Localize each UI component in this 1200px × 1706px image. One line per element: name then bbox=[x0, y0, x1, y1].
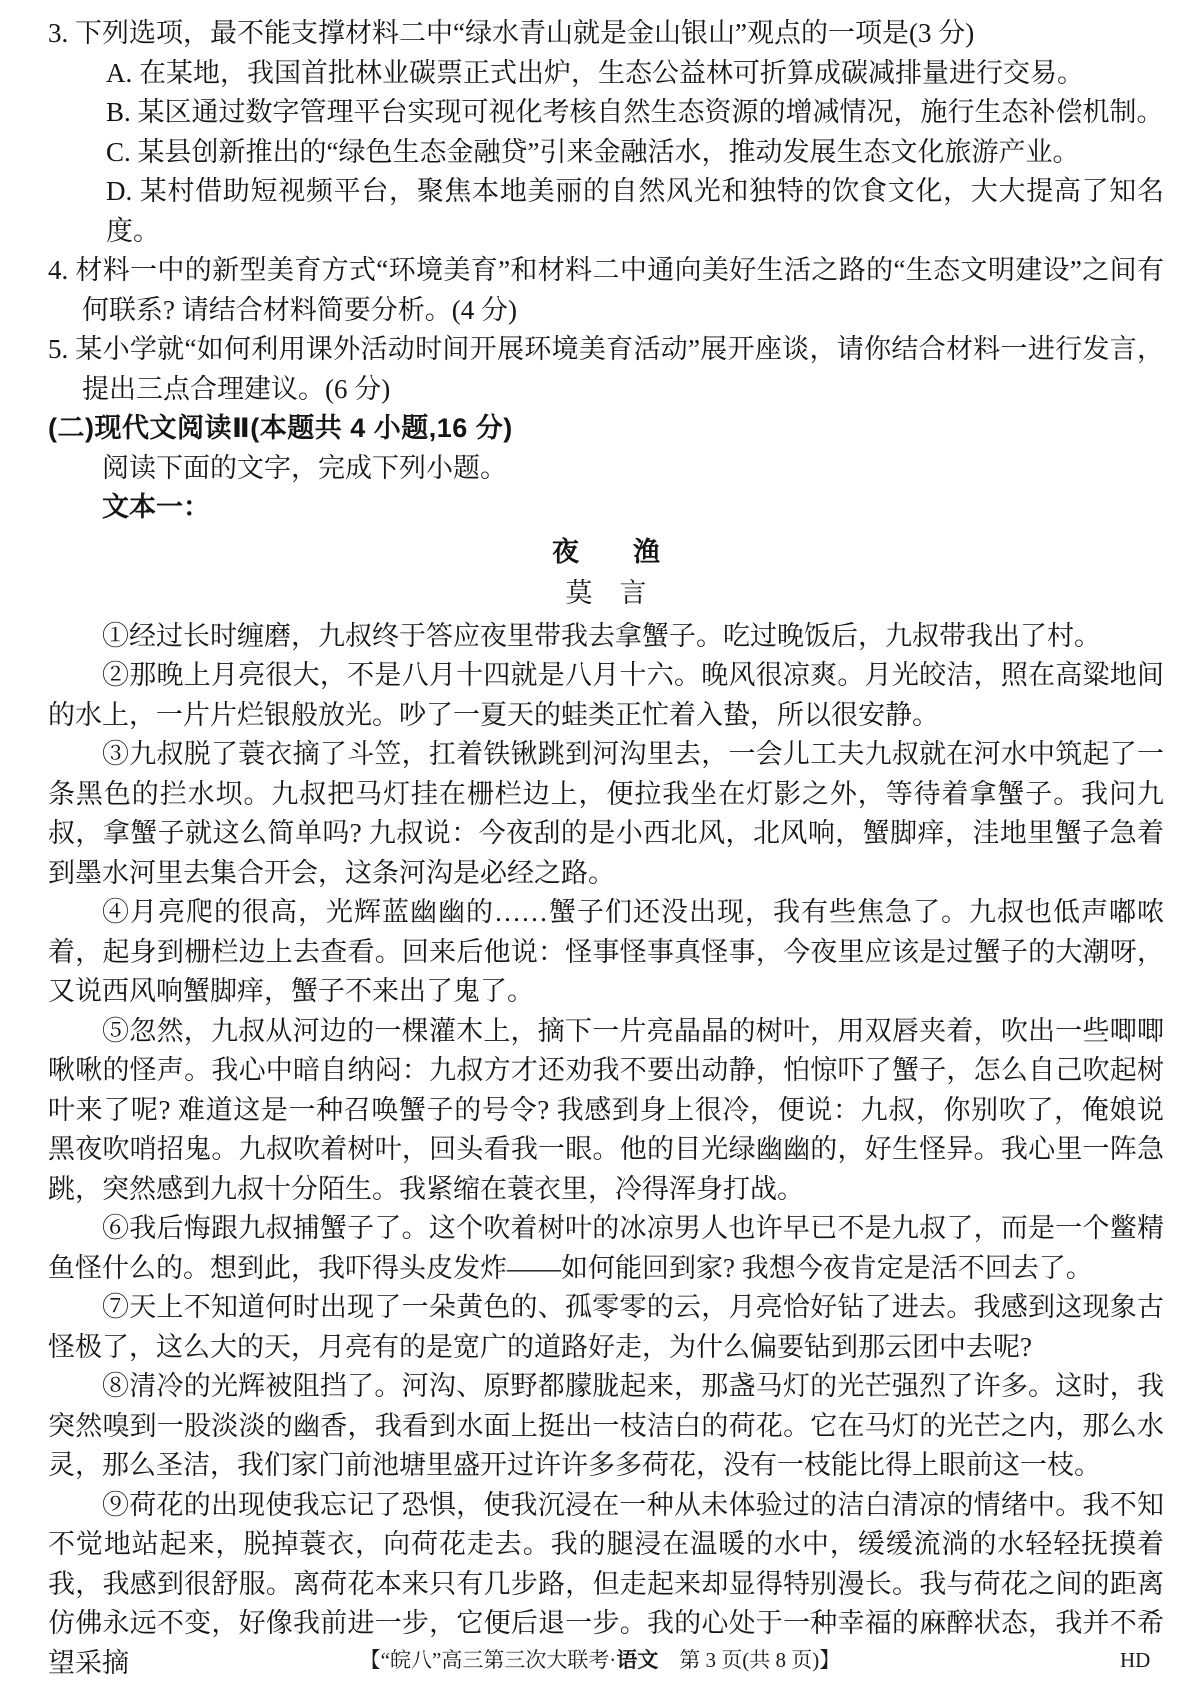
footer-subject: 语文 bbox=[616, 1649, 659, 1672]
option-b-text: 某区通过数字管理平台实现可视化考核自然生态资源的增减情况，施行生态补偿机制。 bbox=[137, 97, 1164, 127]
passage-paragraph-7: ⑦天上不知道何时出现了一朵黄色的、孤零零的云，月亮恰好钻了进去。我感到这现象古怪极了，这么大的天，月亮有的是宽广的道路好走，为什么偏要钻到那云团中去呢? bbox=[48, 1292, 1164, 1362]
passage-paragraph-5: ⑤忽然，九叔从河边的一棵灌木上，摘下一片亮晶晶的树叶，用双唇夹着，吹出一些唧唧啾啾的怪声。我心中暗自纳闷：九叔方才还劝我不要出动静，怕惊吓了蟹子，怎么自己吹起树叶来了呢? 难道这是一种召唤蟹子的号令? 我感到身上很冷，便说：九叔，你别吹了，俺娘说黑夜吹哨招鬼。九叔吹着树叶，回头看我一眼。他的目光绿幽幽的，好生怪异。我心里一阵急跳，突然感到九叔十分陌生。我紧缩在蓑衣里，冷得浑身打战。 bbox=[48, 1015, 1164, 1204]
question-3-option-b bbox=[48, 93, 1164, 133]
passage-paragraph-4: ④月亮爬的很高，光辉蓝幽幽的……蟹子们还没出现，我有些焦急了。九叔也低声嘟哝着，起身到栅栏边上去查看。回来后他说：怪事怪事真怪事，今夜里应该是过蟹子的大潮呀，又说西风响蟹脚痒，蟹子不来出了鬼了。 bbox=[48, 897, 1164, 1006]
question-4 bbox=[48, 251, 1164, 330]
passage-paragraph-9: ⑨荷花的出现使我忘记了恐惧，使我沉浸在一种从未体验过的洁白清凉的情绪中。我不知不觉地站起来，脱掉蓑衣，向荷花走去。我的腿浸在温暖的水中，缓缓流淌的水轻轻抚摸着我，我感到很舒服。离荷花本来只有几步路，但走起来却显得特别漫长。我与荷花之间的距离仿佛永远不变，好像我前进一步，它便后退一步。我的心处于一种幸福的麻醉状态，我并不希望采摘 bbox=[48, 1489, 1164, 1678]
question-3 bbox=[48, 14, 1164, 251]
footer-right: 第 3 页(共 8 页)】 bbox=[658, 1648, 841, 1672]
footer-code: HD bbox=[1120, 1648, 1151, 1672]
option-b-label: B. bbox=[106, 97, 131, 127]
passage-author: 莫 言 bbox=[565, 578, 647, 608]
question-5 bbox=[48, 330, 1164, 409]
passage-paragraph-2: ②那晚上月亮很大，不是八月十四就是八月十六。晚风很凉爽。月光皎洁，照在高粱地间的水上，一片片烂银般放光。吵了一夏天的蛙类正忙着入蛰，所以很安静。 bbox=[48, 660, 1164, 730]
question-3-option-c bbox=[48, 133, 1164, 173]
option-d-text: 某村借助短视频平台，聚焦本地美丽的自然风光和独特的饮食文化，大大提高了知名度。 bbox=[106, 176, 1164, 246]
question-3-option-a bbox=[48, 54, 1164, 94]
passage-paragraph-8: ⑧清冷的光辉被阻挡了。河沟、原野都朦胧起来，那盏马灯的光芒强烈了许多。这时，我突然嗅到一股淡淡的幽香，我看到水面上挺出一枝洁白的荷花。它在马灯的光芒之内，那么水灵，那么圣洁，我们家门前池塘里盛开过许许多多荷花，没有一枝能比得上眼前这一枝。 bbox=[48, 1371, 1164, 1480]
section-header: (二)现代文阅读Ⅱ(本题共 4 小题,16 分) bbox=[48, 413, 513, 443]
option-c-text: 某县创新推出的“绿色生态金融贷”引来金融活水，推动发展生态文化旅游产业。 bbox=[137, 136, 1080, 167]
reading-instruction: 阅读下面的文字，完成下列小题。 bbox=[102, 452, 507, 483]
question-4-text: 材料一中的新型美育方式“环境美育”和材料二中通向美好生活之路的“生态文明建设”之间有何联系? 请结合材料简要分析。(4 分) bbox=[75, 255, 1164, 325]
option-d-label: D. bbox=[106, 176, 133, 206]
passage bbox=[48, 533, 1164, 1684]
passage-paragraph-1: ①经过长时缠磨，九叔终于答应夜里带我去拿蟹子。吃过晚饭后，九叔带我出了村。 bbox=[102, 620, 1101, 651]
page-footer bbox=[0, 1646, 1200, 1675]
option-a-text: 在某地，我国首批林业碳票正式出炉，生态公益林可折算成碳减排量进行交易。 bbox=[139, 57, 1084, 88]
footer-left: 【“皖八”高三第三次大联考· bbox=[359, 1648, 617, 1672]
question-4-number: 4. bbox=[48, 255, 69, 285]
text-one-label: 文本一： bbox=[102, 492, 210, 522]
passage-title: 夜 渔 bbox=[552, 536, 660, 567]
passage-paragraph-3: ③九叔脱了蓑衣摘了斗笠，扛着铁锹跳到河沟里去，一会儿工夫九叔就在河水中筑起了一条黑色的拦水坝。九叔把马灯挂在栅栏边上，便拉我坐在灯影之外，等待着拿蟹子。我问九叔，拿蟹子就这么简单吗? 九叔说：今夜刮的是小西北风，北风响，蟹脚痒，洼地里蟹子急着到墨水河里去集合开会，这条河沟是必经之路。 bbox=[48, 739, 1164, 888]
question-3-number: 3. bbox=[48, 18, 69, 48]
passage-paragraph-6: ⑥我后悔跟九叔捕蟹子了。这个吹着树叶的冰凉男人也许早已不是九叔了，而是一个鳖精鱼怪什么的。想到此，我吓得头皮发炸——如何能回到家? 我想今夜肯定是活不回去了。 bbox=[48, 1213, 1164, 1283]
option-c-label: C. bbox=[106, 136, 131, 167]
question-5-number: 5. bbox=[48, 334, 69, 364]
question-3-stem bbox=[48, 14, 1164, 54]
question-3-option-d bbox=[48, 172, 1164, 251]
question-3-text: 下列选项，最不能支撑材料二中“绿水青山就是金山银山”观点的一项是(3 分) bbox=[75, 18, 975, 48]
option-a-label: A. bbox=[106, 57, 133, 88]
question-5-text: 某小学就“如何利用课外活动时间开展环境美育活动”展开座谈，请你结合材料一进行发言，提出三点合理建议。(6 分) bbox=[75, 334, 1165, 404]
